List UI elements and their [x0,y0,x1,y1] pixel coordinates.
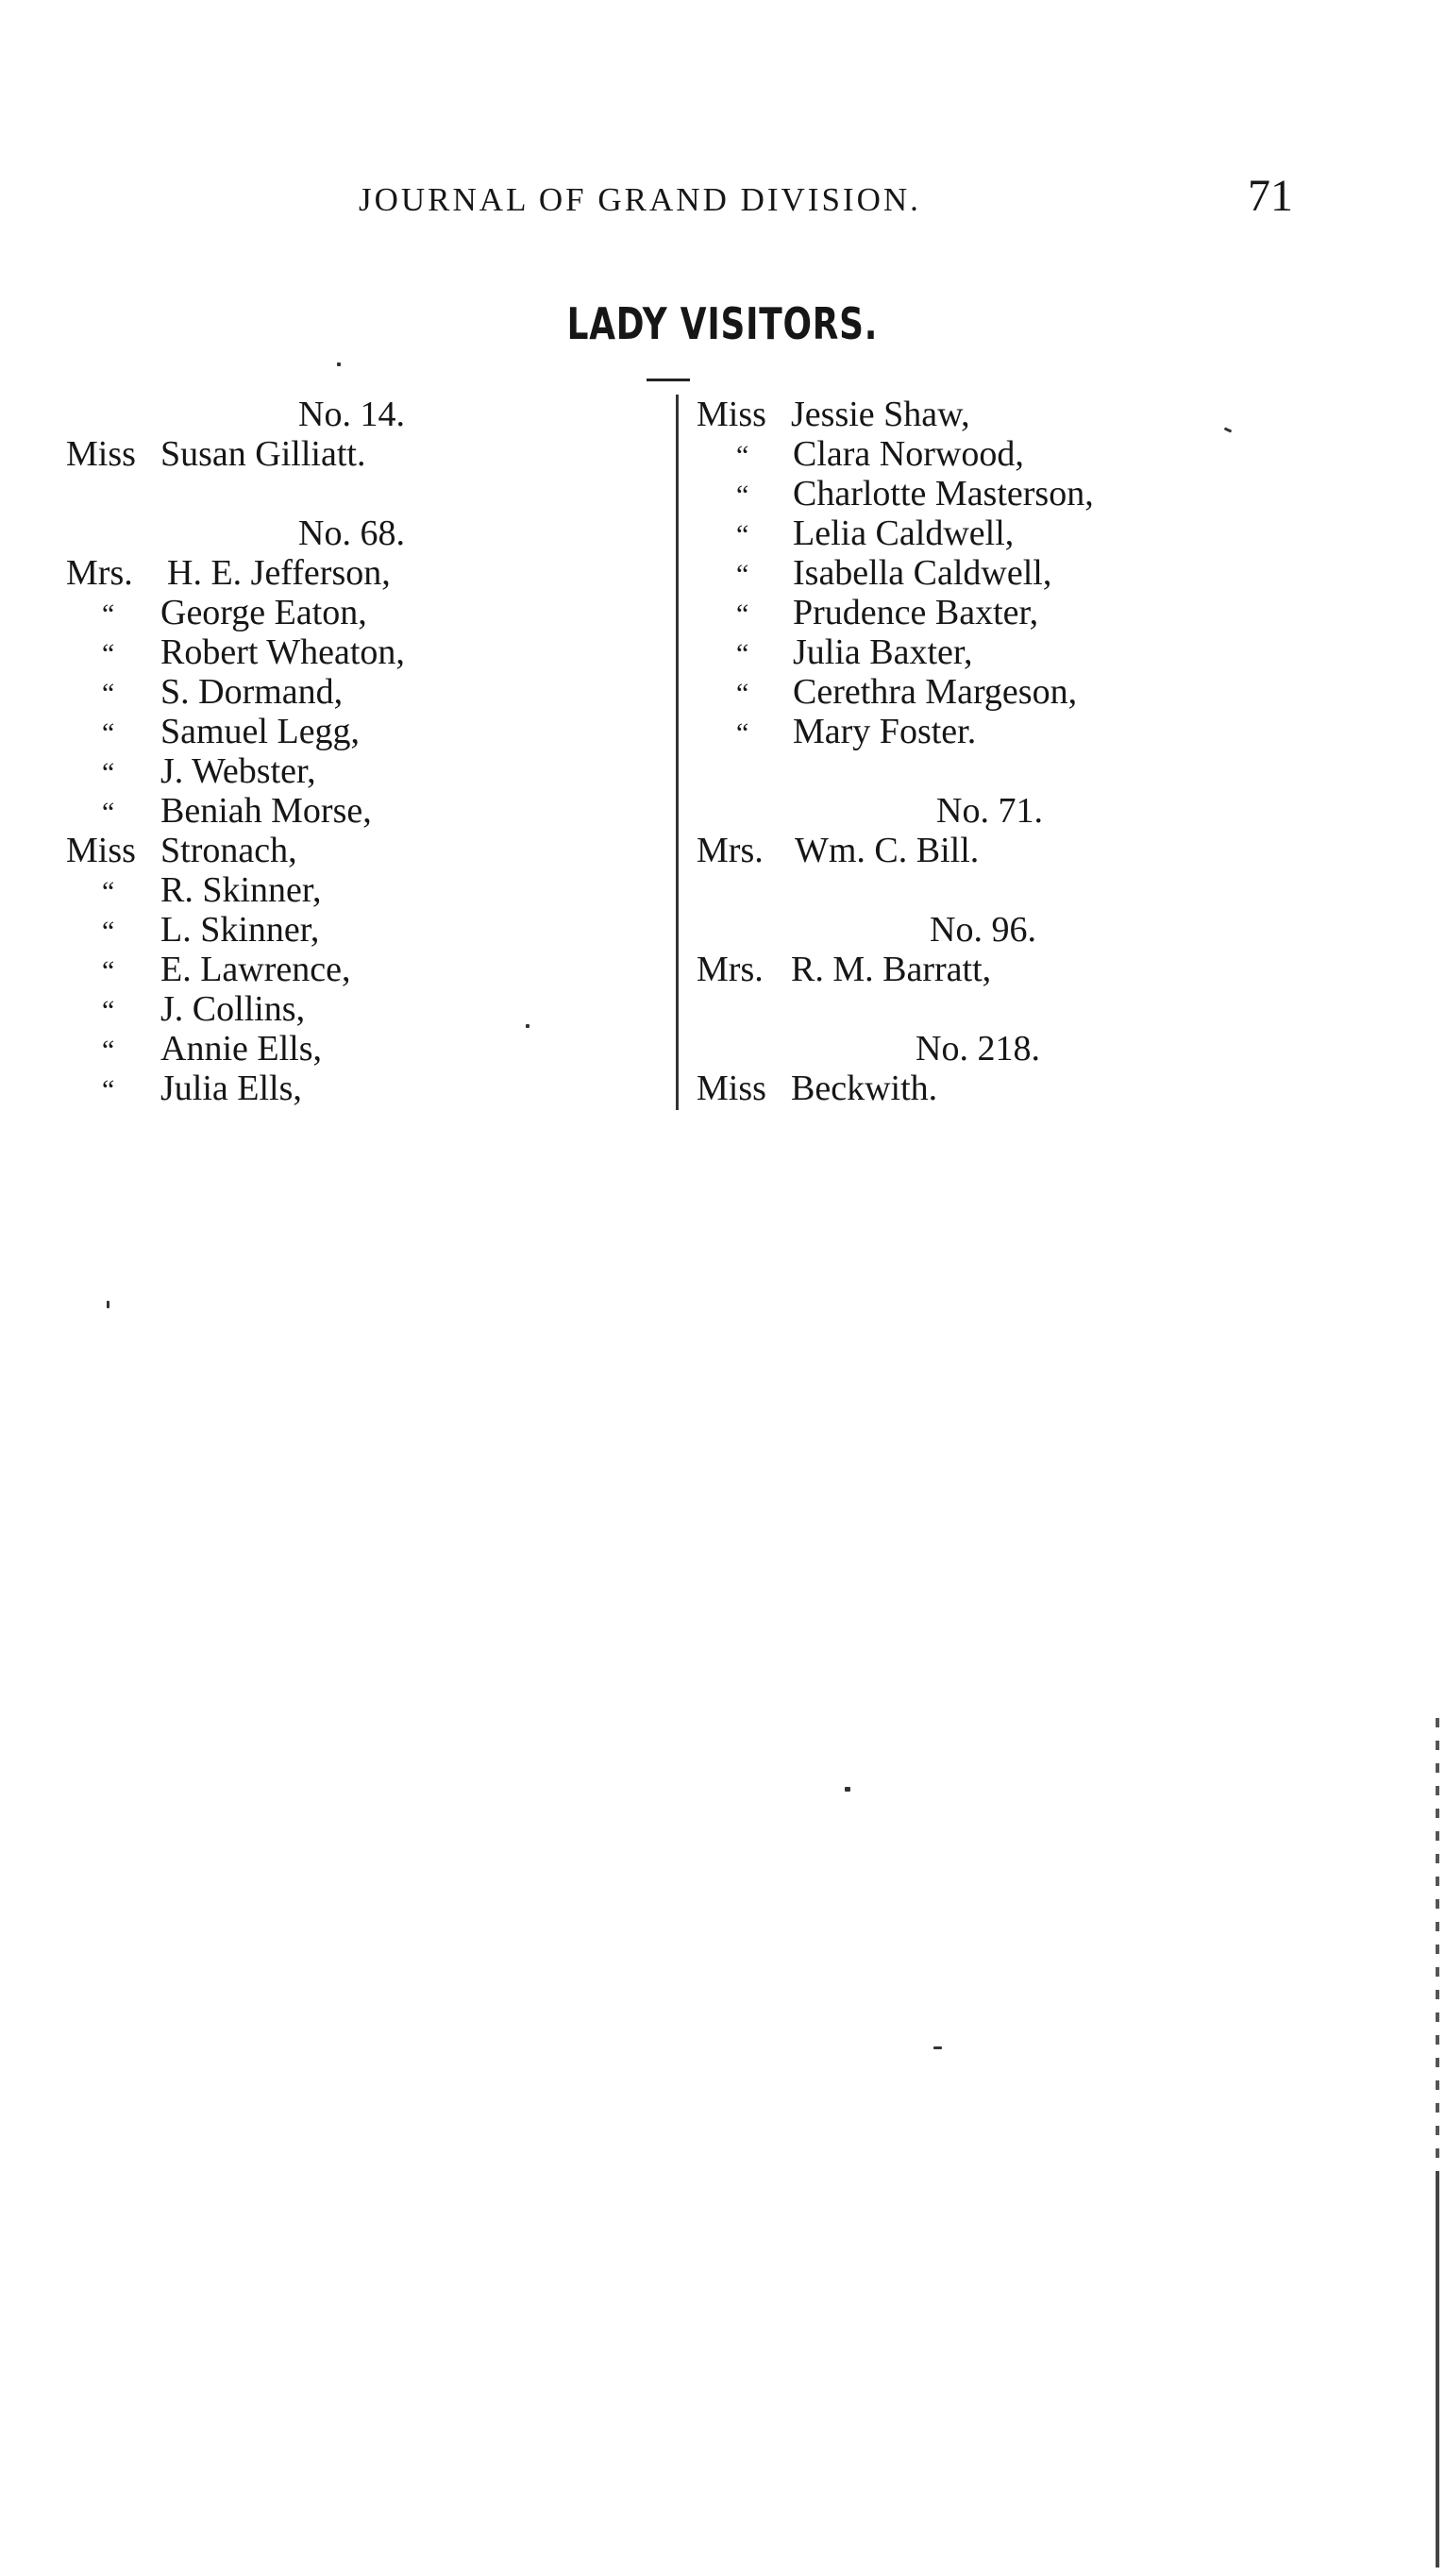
ditto-mark: “ [102,876,115,907]
entry-prefix: Miss [66,831,136,870]
ditto-mark: “ [102,1035,115,1066]
title-rule [647,379,690,381]
ditto-mark: “ [102,717,115,749]
section-title: LADY VISITORS. [566,298,879,349]
entry-name: Samuel Legg, [160,712,361,751]
ditto-mark: “ [102,797,115,828]
entry-name: Beniah Morse, [160,791,372,831]
page-edge-shadow [1436,2171,1439,2568]
entry-name: Lelia Caldwell, [793,514,1015,553]
running-head: JOURNAL OF GRAND DIVISION. [359,181,921,218]
entry-name: Robert Wheaton, [160,632,405,672]
entry-prefix: Mrs. [697,950,764,989]
print-speck [337,362,341,366]
ditto-mark: “ [102,1074,115,1105]
ditto-mark: “ [736,638,749,669]
entry-prefix: Mrs. [697,831,764,870]
ditto-mark: “ [736,678,749,709]
entry-name: Wm. C. Bill. [795,831,980,870]
ditto-mark: “ [102,955,115,986]
entry-name: H. E. Jefferson, [167,553,391,593]
ditto-mark: “ [102,598,115,630]
entry-name: Julia Ells, [160,1069,302,1108]
division-heading: No. 68. [298,514,405,553]
entry-name: R. Skinner, [160,870,322,910]
entry-name: Charlotte Masterson, [793,474,1094,514]
ditto-mark: “ [102,757,115,788]
division-heading: No. 14. [298,395,405,434]
entry-name: Clara Norwood, [793,434,1024,474]
ditto-mark: “ [102,638,115,669]
entry-name: Julia Baxter, [793,632,973,672]
entry-name: Cerethra Margeson, [793,672,1078,712]
column-divider [676,395,679,1110]
ditto-mark: “ [102,678,115,709]
page-number: 71 [1248,171,1293,221]
ditto-mark: “ [736,440,749,471]
entry-name: Stronach, [160,831,297,870]
entry-name: Isabella Caldwell, [793,553,1052,593]
entry-prefix: Miss [66,434,136,474]
print-speck [107,1301,109,1308]
entry-name: S. Dormand, [160,672,344,712]
division-heading: No. 96. [930,910,1036,950]
ditto-mark: “ [736,598,749,630]
entry-name: Mary Foster. [793,712,977,751]
entry-name: Susan Gilliatt. [160,434,366,474]
entry-name: Jessie Shaw, [791,395,970,434]
entry-name: J. Collins, [160,989,306,1029]
ditto-mark: “ [102,916,115,947]
ditto-mark: “ [736,559,749,590]
entry-prefix: Miss [697,395,766,434]
entry-name: R. M. Barratt, [791,950,992,989]
entry-name: Beckwith. [791,1069,938,1108]
ditto-mark: “ [102,995,115,1026]
entry-prefix: Miss [697,1069,766,1108]
entry-name: J. Webster, [160,751,316,791]
print-speck [526,1024,529,1028]
entry-name: George Eaton, [160,593,367,632]
entry-name: E. Lawrence, [160,950,351,989]
print-speck [1224,427,1233,432]
print-speck [845,1787,850,1792]
ditto-mark: “ [736,480,749,511]
entry-name: Prudence Baxter, [793,593,1039,632]
entry-prefix: Mrs. [66,553,133,593]
division-heading: No. 218. [916,1029,1040,1069]
ditto-mark: “ [736,519,749,550]
division-heading: No. 71. [936,791,1043,831]
entry-name: L. Skinner, [160,910,320,950]
entry-name: Annie Ells, [160,1029,322,1069]
print-speck [933,2046,942,2049]
ditto-mark: “ [736,717,749,749]
